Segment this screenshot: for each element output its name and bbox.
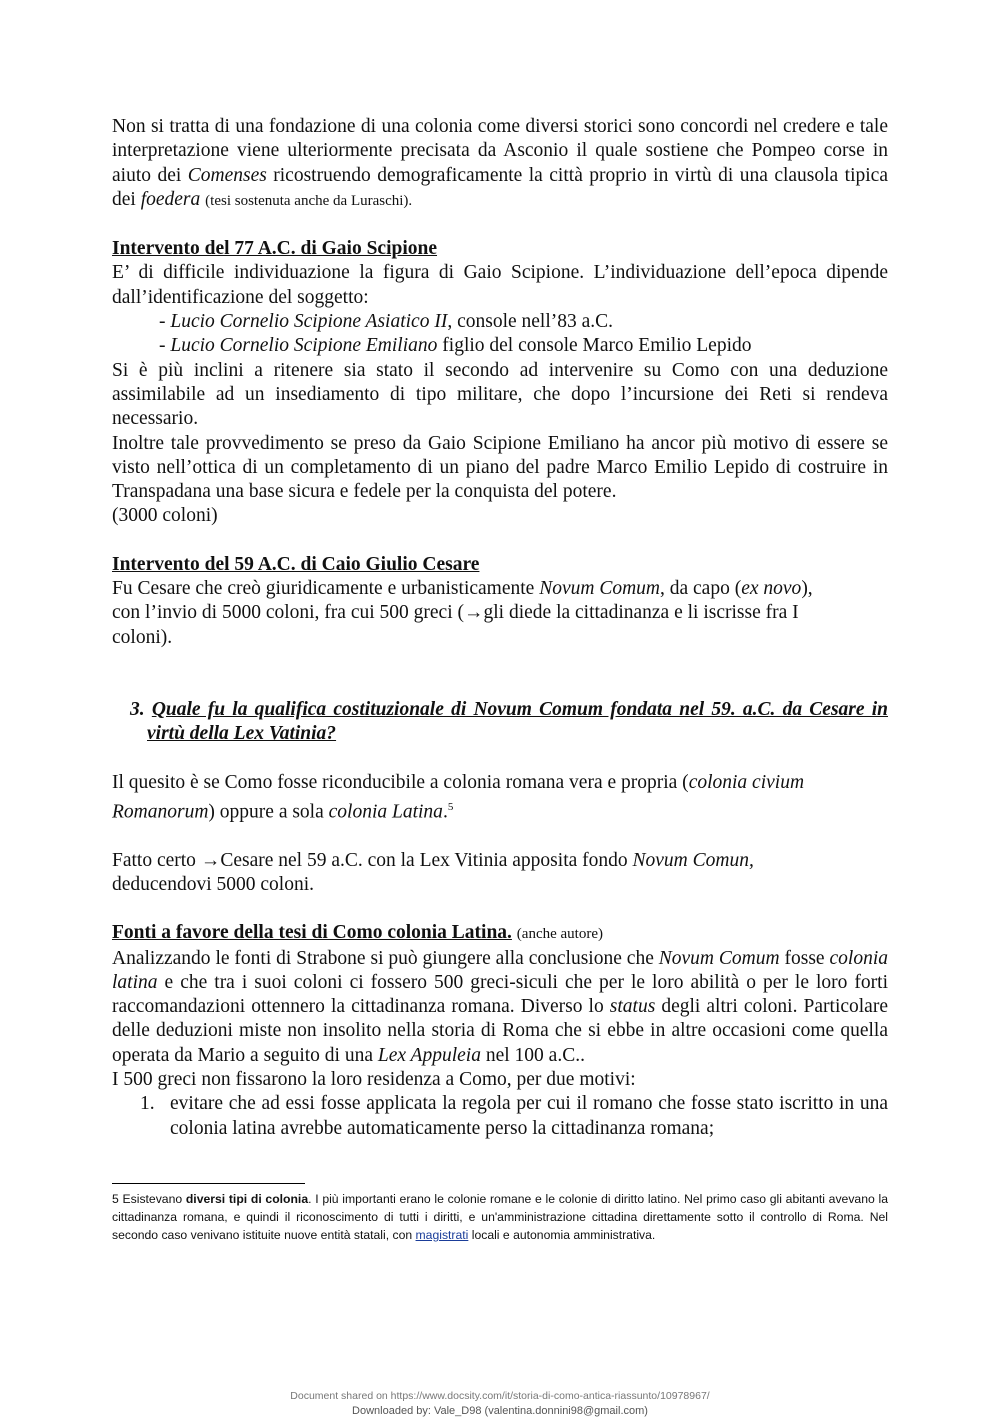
list-number: 1. xyxy=(140,1093,155,1115)
text: Fu Cesare che creò giuridicamente e urbanisticamente xyxy=(112,578,540,600)
text: . xyxy=(442,801,448,823)
italic-comenses: Comenses xyxy=(187,164,267,186)
text: ), xyxy=(801,578,813,600)
text: locali e autonomia amministrativa. xyxy=(468,1228,656,1242)
right-arrow-icon: → xyxy=(464,602,484,624)
heading-59: Intervento del 59 A.C. di Caio Giulio Cesare xyxy=(112,553,480,575)
text: Cesare nel 59 a.C. con la Lex Vitinia apposita fondo xyxy=(220,849,633,871)
paragraph-fatto-certo xyxy=(112,849,888,873)
text: con l’invio di 5000 coloni, fra cui 500 greci ( xyxy=(112,602,464,624)
heading-fonti-row xyxy=(112,921,888,946)
footnote-divider xyxy=(112,1183,305,1184)
paragraph-77-intro: E’ di difficile individuazione la figura di Gaio Scipione. L’individuazione dell’epoca dipende dall’identificazione del soggetto: xyxy=(112,262,888,308)
footer-downloaded: Downloaded by: Vale_D98 (valentina.donnini98@gmail.com) xyxy=(352,1405,648,1417)
heading-fonti: Fonti a favore della tesi di Como colonia Latina. xyxy=(112,922,512,944)
text: degli altri coloni. Particolare delle deduzioni miste non insolito nella storia di Roma che si ebbe in altre occasioni come quella operata da Mario a seguito di una xyxy=(112,996,888,1066)
paragraph-77-inoltre: Inoltre tale provvedimento se preso da Gaio Scipione Emiliano ha ancor più motivo di essere se visto nell’ottica di un completamento di un piano del padre Marco Emilio Lepido di costruire in Transpadana una base sicura e fedele per la conquista del potere. xyxy=(112,432,888,503)
text: Analizzando le fonti di Strabone si può giungere alla conclusione che xyxy=(112,947,659,969)
text: nel 100 a.C.. xyxy=(480,1044,585,1066)
question-number: 3. xyxy=(130,698,145,720)
italic-foedera: foedera xyxy=(140,188,201,210)
text: fosse xyxy=(779,947,830,969)
italic-colonia-latina: colonia latina xyxy=(112,947,888,993)
text: Esistevano xyxy=(122,1192,186,1206)
magistrati-link[interactable]: magistrati xyxy=(415,1228,469,1242)
italic-latina: colonia Latina xyxy=(328,801,443,823)
paragraph-59-line2 xyxy=(112,601,888,625)
page-body xyxy=(112,115,888,1141)
question-3 xyxy=(130,698,888,747)
small-note: (tesi sostenuta anche da Luraschi). xyxy=(205,192,413,209)
paragraph-fatto-certo-2: deducendovi 5000 coloni. xyxy=(112,873,314,895)
text: e che tra i suoi coloni ci fossero 500 greci-siculi che per le loro abilità o per le loro forti raccomandazioni ottennero la cittadinanza romana. Diverso lo xyxy=(112,971,888,1018)
text: ) oppure a sola xyxy=(208,801,329,823)
paragraph-quesito xyxy=(112,771,888,825)
question-text: Quale fu la qualifica costituzionale di Novum Comum fondata nel 59. a.C. da Cesare in virtù della Lex Vatinia? xyxy=(147,698,889,745)
text: , da capo ( xyxy=(660,578,742,600)
italic-novum-comum: Novum Comum xyxy=(658,947,780,969)
list-item-1 xyxy=(112,1092,888,1141)
paragraph-77-coloni: (3000 coloni) xyxy=(112,505,218,527)
footnote xyxy=(112,1190,888,1244)
footnote-ref: 5 xyxy=(447,800,454,813)
footnote-number: 5 xyxy=(112,1192,119,1206)
paragraph-asconio xyxy=(112,115,888,213)
italic-lex-appuleia: Lex Appuleia xyxy=(377,1044,481,1066)
right-arrow-icon: → xyxy=(200,849,221,871)
italic-novum-comun: Novum Comun, xyxy=(632,849,754,871)
list-item-asiatico: - Lucio Cornelio Scipione Asiatico II, console nell’83 a.C. xyxy=(159,311,614,333)
text: Fatto certo xyxy=(112,849,201,871)
text: Non si tratta di una fondazione di una colonia come diversi storici sono concordi nel credere e tale interpretazione viene ulteriormente precisata da Asconio il quale sostiene che Pompeo corse in aiuto dei xyxy=(112,116,888,186)
text: , console nell’83 a.C. xyxy=(447,311,614,333)
text: gli diede la cittadinanza e li iscrisse fra I xyxy=(483,602,799,624)
paragraph-59-line3: coloni). xyxy=(112,626,173,648)
bold-text: diversi tipi di colonia xyxy=(185,1192,309,1206)
text: ricostruendo demograficamente la città proprio in virtù di una clausola tipica dei xyxy=(112,164,888,210)
paragraph-59-line1 xyxy=(112,577,888,601)
paragraph-77-secondo: Si è più inclini a ritenere sia stato il secondo ad intervenire su Como con una deduzione assimilabile ad un insediamento di tipo militare, che dopo l’incursione dei Reti si rendeva necessario. xyxy=(112,359,888,430)
italic-ex-novo: ex novo xyxy=(741,578,802,600)
italic-civium: colonia civium Romanorum xyxy=(112,771,805,823)
text: Il quesito è se Como fosse riconducibile a colonia romana vera e propria ( xyxy=(112,771,689,793)
heading-77: Intervento del 77 A.C. di Gaio Scipione xyxy=(112,238,438,260)
italic-name: Lucio Cornelio Scipione Emiliano xyxy=(170,335,438,357)
text: . I più importanti erano le colonie romane e le colonie di diritto latino. Nel primo caso gli abitanti avevano la cittadinanza romana, e quindi il riconoscimento di tutti i diritti, e un'amministrazione cittadina direttamente sotto il controllo di Roma. Nel secondo caso venivano istituite nuove entità statali, con xyxy=(112,1192,888,1242)
paragraph-500-greci: I 500 greci non fissarono la loro residenza a Como, per due motivi: xyxy=(112,1069,636,1090)
footer-shared: Document shared on https://www.docsity.com/it/storia-di-como-antica-riassunto/10978967/ xyxy=(290,1390,710,1402)
small-note: (anche autore) xyxy=(516,926,603,943)
text: figlio del console Marco Emilio Lepido xyxy=(437,335,752,357)
italic-name: Lucio Cornelio Scipione Asiatico II xyxy=(170,311,448,333)
italic-novum-comum: Novum Comum xyxy=(539,578,660,600)
list-item-emiliano: - Lucio Cornelio Scipione Emiliano figlio del console Marco Emilio Lepido xyxy=(159,335,752,357)
paragraph-strabone xyxy=(112,947,888,1068)
list-text: evitare che ad essi fosse applicata la regola per cui il romano che fosse stato iscritto in una colonia latina avrebbe automaticamente perso la cittadinanza romana; xyxy=(170,1093,888,1139)
italic-status: status xyxy=(609,996,656,1018)
